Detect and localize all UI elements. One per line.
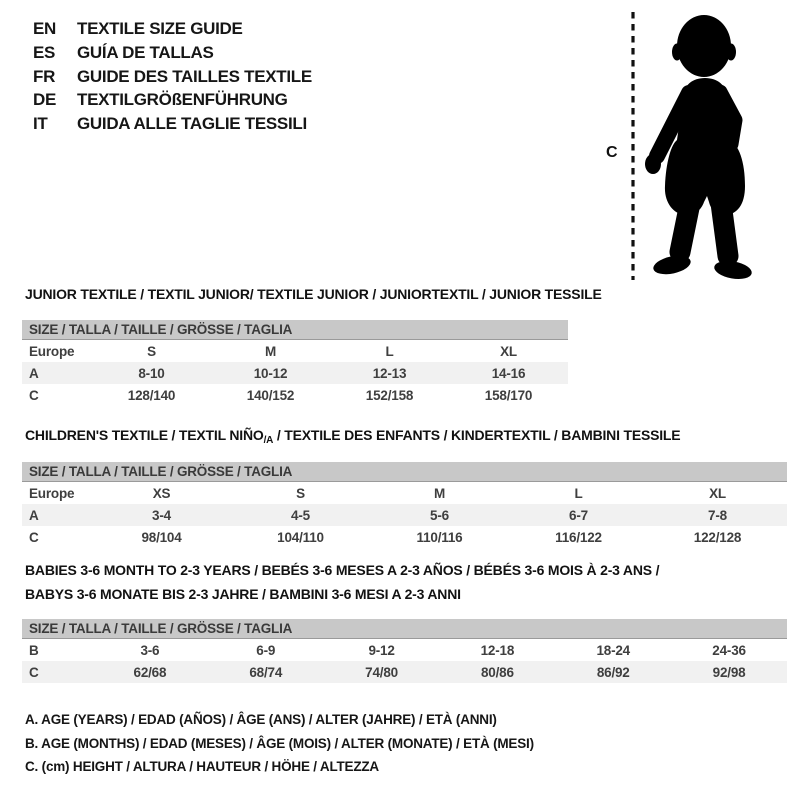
junior-size-table <box>22 320 568 406</box>
footnote-a: A. AGE (YEARS) / EDAD (AÑOS) / ÂGE (ANS) / ALTER (JAHRE) / ETÀ (ANNI) <box>25 712 497 727</box>
table-cell: 24-36 <box>712 642 746 658</box>
language-row-en <box>33 19 312 43</box>
size-header-bar: SIZE / TALLA / TAILLE / GRÖSSE / TAGLIA <box>22 462 787 482</box>
table-cell: 18-24 <box>596 642 630 658</box>
table-cell: 7-8 <box>708 507 727 523</box>
language-title: TEXTILGRÖßENFÜHRUNG <box>77 90 288 110</box>
row-label: A <box>29 507 39 523</box>
height-measure-label: C <box>606 144 618 161</box>
table-cell: 158/170 <box>484 387 533 403</box>
table-cell: 116/122 <box>555 529 602 545</box>
table-cell: 4-5 <box>291 507 310 523</box>
size-header-bar: SIZE / TALLA / TAILLE / GRÖSSE / TAGLIA <box>22 320 568 340</box>
language-title: GUIDE DES TAILLES TEXTILE <box>77 66 312 86</box>
title-part2: / TEXTILE DES ENFANTS / KINDERTEXTIL / BAMBINI TESSILE <box>273 427 681 443</box>
table-cell: 122/128 <box>693 529 742 545</box>
language-title: GUÍA DE TALLAS <box>77 42 214 62</box>
table-cell: L <box>574 485 583 501</box>
language-code: FR <box>33 66 56 86</box>
table-cell: 10-12 <box>253 365 288 381</box>
title-sub: /A <box>263 435 274 446</box>
footnote-c: C. (cm) HEIGHT / ALTURA / HAUTEUR / HÖHE / ALTEZZA <box>25 759 379 774</box>
table-cell: XL <box>500 343 517 359</box>
row-label: A <box>29 365 39 381</box>
table-row-height <box>22 661 787 683</box>
babies-size-table <box>22 619 787 683</box>
row-label: C <box>29 664 39 680</box>
table-row-age-months <box>22 639 787 661</box>
table-cell: 3-4 <box>152 507 171 523</box>
row-label: Europe <box>29 343 75 359</box>
table-cell: M <box>264 343 277 359</box>
section-title <box>22 558 787 606</box>
table-cell: 68/74 <box>249 664 283 680</box>
table-cell: 62/68 <box>133 664 167 680</box>
section-title <box>22 427 787 446</box>
table-cell: 152/158 <box>365 387 414 403</box>
table-cell: 6-7 <box>569 507 588 523</box>
table-cell: M <box>433 485 446 501</box>
title-part1: CHILDREN'S TEXTILE / TEXTIL NIÑO <box>25 427 264 443</box>
section-junior-textile <box>22 286 602 406</box>
toddler-silhouette-graphic <box>600 0 790 292</box>
title-line2: BABYS 3-6 MONATE BIS 2-3 JAHRE / BAMBINI 3-6 MESI A 2-3 ANNI <box>25 586 461 602</box>
language-list <box>33 19 312 138</box>
row-label: C <box>29 387 39 403</box>
footnote-b: B. AGE (MONTHS) / EDAD (MESES) / ÂGE (MOIS) / ALTER (MONATE) / ETÀ (MESI) <box>25 735 534 751</box>
section-babies-textile <box>22 558 787 683</box>
table-cell: 80/86 <box>481 664 514 680</box>
language-row-fr <box>33 67 312 91</box>
language-row-de <box>33 90 312 114</box>
section-title: JUNIOR TEXTILE / TEXTIL JUNIOR/ TEXTILE JUNIOR / JUNIORTEXTIL / JUNIOR TESSILE <box>25 286 602 302</box>
language-title: GUIDA ALLE TAGLIE TESSILI <box>77 114 307 134</box>
table-cell: 3-6 <box>140 642 160 658</box>
title-line1: BABIES 3-6 MONTH TO 2-3 YEARS / BEBÉS 3-6 MESES A 2-3 AÑOS / BÉBÉS 3-6 MOIS À 2-3 ANS / <box>25 562 660 578</box>
table-cell: 5-6 <box>430 507 449 523</box>
table-row-europe <box>22 340 568 362</box>
table-cell: 14-16 <box>491 365 526 381</box>
language-row-it <box>33 114 312 138</box>
table-cell: 104/110 <box>277 529 324 545</box>
language-code: IT <box>33 114 48 134</box>
row-label: B <box>29 642 39 658</box>
table-row-age <box>22 362 568 384</box>
table-cell: 9-12 <box>368 642 395 658</box>
language-code: EN <box>33 19 57 38</box>
row-label: Europe <box>29 485 75 501</box>
language-code: ES <box>33 42 56 62</box>
table-cell: 6-9 <box>256 642 276 658</box>
children-size-table <box>22 462 787 548</box>
table-cell: 8-10 <box>138 365 165 381</box>
language-code: DE <box>33 90 57 110</box>
language-title: TEXTILE SIZE GUIDE <box>77 19 243 38</box>
footnotes <box>25 712 534 783</box>
table-cell: XL <box>709 485 726 501</box>
table-row-europe <box>22 482 787 504</box>
table-cell: XS <box>152 485 171 501</box>
table-cell: 110/116 <box>416 529 463 545</box>
section-childrens-textile <box>22 427 787 548</box>
language-row-es <box>33 43 312 67</box>
table-row-height <box>22 384 568 406</box>
table-cell: 86/92 <box>596 664 630 680</box>
table-cell: 98/104 <box>141 529 182 545</box>
table-row-age <box>22 504 787 526</box>
table-cell: S <box>296 485 305 501</box>
table-cell: 12-13 <box>372 365 407 381</box>
row-label: C <box>29 529 39 545</box>
table-row-height <box>22 526 787 548</box>
table-cell: L <box>385 343 394 359</box>
baby-silhouette <box>645 15 753 282</box>
table-cell: 74/80 <box>365 664 398 680</box>
table-cell: 92/98 <box>712 664 746 680</box>
figure-block <box>600 0 790 292</box>
table-cell: S <box>147 343 156 359</box>
table-cell: 12-18 <box>480 642 515 658</box>
size-header-bar: SIZE / TALLA / TAILLE / GRÖSSE / TAGLIA <box>22 619 787 639</box>
table-cell: 140/152 <box>246 387 295 403</box>
table-cell: 128/140 <box>127 387 176 403</box>
